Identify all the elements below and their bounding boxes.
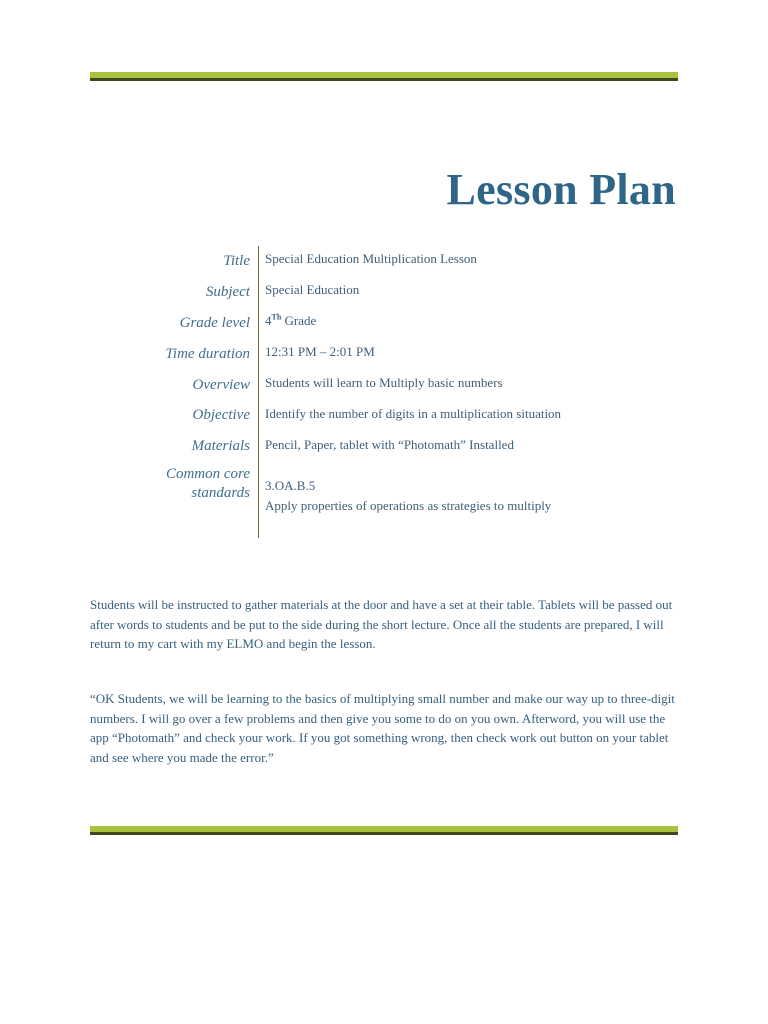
label-title: Title <box>223 253 250 269</box>
page-title: Lesson Plan <box>446 165 676 214</box>
grade-suffix: Th <box>271 312 282 322</box>
label-subject: Subject <box>205 284 250 300</box>
value-grade-level <box>265 311 685 331</box>
label-common-core-line1: Common core <box>165 466 250 482</box>
label-objective: Objective <box>192 407 250 423</box>
top-divider <box>90 72 678 82</box>
standard-code: 3.OA.B.5 <box>265 478 316 493</box>
label-materials: Materials <box>191 438 250 454</box>
bottom-divider <box>90 826 678 836</box>
value-time-duration: 12:31 PM – 2:01 PM <box>265 344 375 359</box>
label-common-core-line2: standards <box>191 485 250 501</box>
grade-number: 4 <box>265 313 272 328</box>
label-time-duration: Time duration <box>165 346 250 362</box>
label-common-core-standards <box>80 465 250 503</box>
value-subject: Special Education <box>265 282 360 297</box>
label-grade-level: Grade level <box>179 315 250 331</box>
teacher-quote-paragraph: “OK Students, we will be learning to the basics of multiplying small number and make our way up to three-digit numbers. I will go over a few problems and then give you some to do on you own. Afterword, you will use the app “Photomath” and check your work. If you got something wrong, then check work out button on your tablet and see where you made the error.” <box>90 691 675 765</box>
label-overview: Overview <box>192 377 250 393</box>
value-title: Special Education Multiplication Lesson <box>265 251 477 266</box>
value-overview: Students will learn to Multiply basic numbers <box>265 375 503 390</box>
field-divider-line <box>258 246 259 538</box>
value-common-core-standards <box>265 476 685 516</box>
instructions-paragraph: Students will be instructed to gather materials at the door and have a set at their table. Tablets will be passed out after words to students and be put to the side during the short lecture. Once all the students are prepared, I will return to my cart with my ELMO and begin the lesson. <box>90 597 673 651</box>
standard-description: Apply properties of operations as strategies to multiply <box>265 498 552 513</box>
grade-word: Grade <box>281 313 317 328</box>
value-objective: Identify the number of digits in a multiplication situation <box>265 406 562 421</box>
value-materials: Pencil, Paper, tablet with “Photomath” Installed <box>265 437 514 452</box>
